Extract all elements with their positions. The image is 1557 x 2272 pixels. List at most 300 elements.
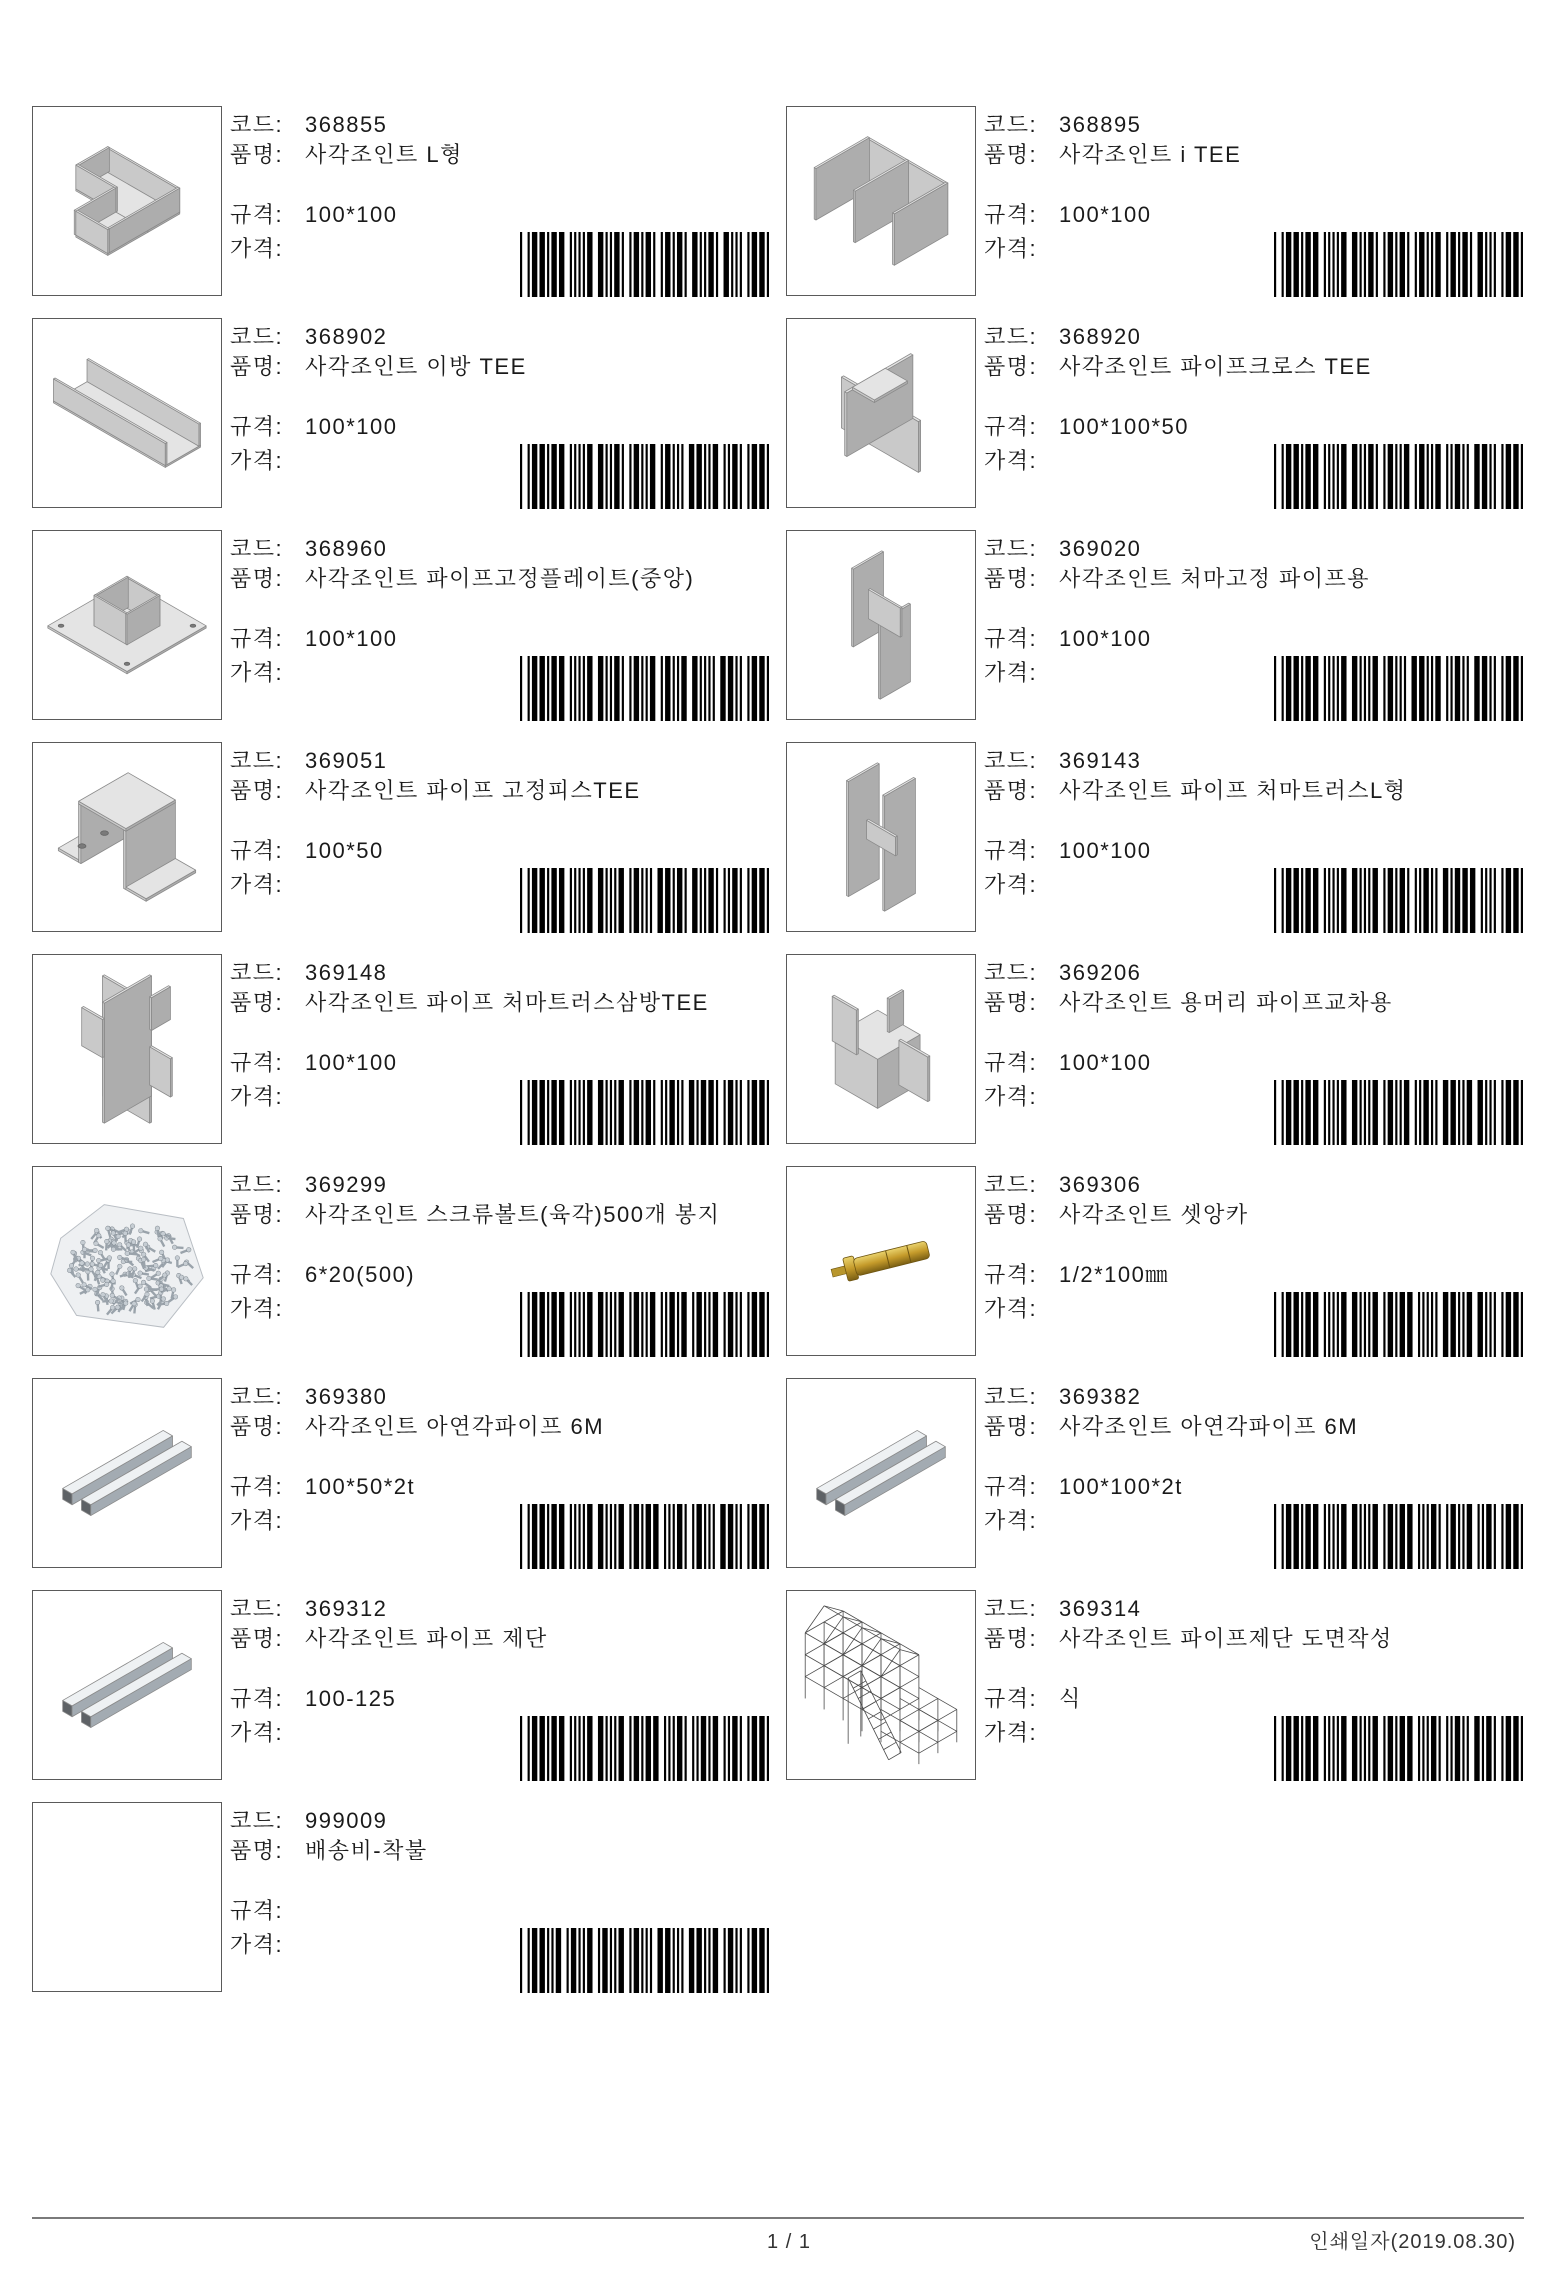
barcode-bar — [587, 444, 592, 509]
product-image — [786, 1590, 976, 1780]
barcode-bar — [646, 656, 648, 721]
barcode-bar — [664, 1716, 666, 1781]
barcode-bar — [1467, 1080, 1472, 1145]
name-line — [230, 778, 767, 804]
barcode-bar — [665, 1080, 667, 1145]
product-card — [32, 1590, 770, 1781]
barcode-bar — [1462, 1292, 1464, 1357]
barcode-bar — [728, 1292, 733, 1357]
barcode-bar — [559, 1716, 564, 1781]
barcode-bar — [713, 1716, 718, 1781]
product-image — [786, 530, 976, 720]
barcode-bar — [1489, 232, 1491, 297]
barcode-bar — [1373, 656, 1378, 721]
barcode-bar — [1418, 1504, 1420, 1569]
barcode-bar — [700, 868, 702, 933]
barcode-bar — [1274, 1080, 1276, 1145]
barcode-bar — [1400, 1292, 1405, 1357]
barcode-bar — [747, 1716, 749, 1781]
barcode-bar — [665, 444, 670, 509]
spec-label: 규격: — [230, 1262, 284, 1287]
barcode-bar — [696, 1080, 698, 1145]
code-line — [230, 536, 387, 562]
product-image — [786, 1166, 976, 1356]
barcode-bar — [587, 1716, 592, 1781]
spec-label: 규격: — [984, 626, 1038, 651]
barcode-bar — [1450, 444, 1452, 509]
barcode-bar — [1407, 232, 1409, 297]
spec-label: 규격: — [230, 414, 284, 439]
square-pipes-icon — [787, 1379, 975, 1567]
barcode-bar — [713, 1292, 718, 1357]
barcode-bar — [767, 1504, 769, 1569]
barcode-bar — [708, 868, 713, 933]
barcode-bar — [559, 232, 564, 297]
barcode-bar — [1422, 1292, 1424, 1357]
barcode-bar — [610, 868, 612, 933]
i-tee-icon — [787, 107, 975, 295]
barcode-bar — [1364, 232, 1366, 297]
product-image — [786, 742, 976, 932]
barcode-bar — [1388, 1716, 1393, 1781]
barcode-bar — [1478, 1292, 1483, 1357]
barcode-bar — [747, 232, 749, 297]
barcode-bar — [1419, 232, 1424, 297]
name-line — [230, 990, 767, 1016]
barcode-bar — [1324, 1292, 1326, 1357]
barcode-bar — [629, 232, 631, 297]
barcode-bar — [673, 444, 675, 509]
barcode-bar — [614, 868, 616, 933]
barcode-bar — [759, 232, 764, 297]
barcode-bar — [598, 444, 603, 509]
barcode-bar — [532, 1292, 537, 1357]
product-card — [786, 1166, 1524, 1357]
barcode-bar — [1467, 656, 1469, 721]
barcode-bar — [1282, 232, 1284, 297]
barcode-bar — [587, 1928, 592, 1993]
barcode-bar — [650, 1928, 652, 1993]
barcode-bar — [740, 1080, 742, 1145]
barcode-bar — [1341, 444, 1346, 509]
l-joint-icon — [33, 107, 221, 295]
barcode-bar — [1506, 1080, 1511, 1145]
barcode-bar — [735, 1292, 737, 1357]
barcode-bar — [696, 444, 701, 509]
barcode-bar — [1439, 1716, 1441, 1781]
barcode-bar — [650, 444, 655, 509]
barcode-bar — [1474, 1716, 1479, 1781]
product-card — [32, 318, 770, 509]
barcode-bar — [740, 1292, 742, 1357]
barcode-bar — [622, 656, 624, 721]
barcode-bar — [752, 1716, 757, 1781]
barcode-bar — [1462, 1716, 1464, 1781]
barcode-bar — [767, 1716, 769, 1781]
spec-value: 100-125 — [305, 1686, 397, 1711]
price-line — [230, 660, 305, 686]
barcode-bar — [685, 1716, 687, 1781]
barcode-bar — [1467, 444, 1469, 509]
barcode-bar — [1282, 868, 1284, 933]
code-line — [984, 112, 1141, 138]
barcode-bar — [646, 1080, 651, 1145]
barcode-bar — [1305, 1716, 1310, 1781]
barcode-bar — [735, 1080, 737, 1145]
barcode-bar — [752, 868, 757, 933]
code-line — [230, 1172, 387, 1198]
barcode-bar — [677, 656, 679, 721]
barcode-bar — [752, 656, 757, 721]
barcode-bar — [661, 656, 663, 721]
product-card — [32, 742, 770, 933]
price-line — [984, 1296, 1059, 1322]
barcode-bar — [724, 232, 729, 297]
barcode-bar — [532, 868, 537, 933]
barcode-bar — [1360, 1080, 1362, 1145]
barcode-bar — [1360, 656, 1362, 721]
barcode-bar — [1373, 1504, 1378, 1569]
barcode-bar — [1400, 1504, 1405, 1569]
barcode-bar — [606, 232, 608, 297]
price-label: 가격: — [230, 1296, 284, 1321]
barcode-bar — [551, 1716, 556, 1781]
barcode-bar — [677, 444, 679, 509]
barcode-bar — [1431, 656, 1433, 721]
barcode-bar — [559, 1080, 564, 1145]
barcode-bar — [1274, 1716, 1276, 1781]
barcode-bar — [1494, 1504, 1496, 1569]
barcode-bar — [1293, 232, 1298, 297]
barcode-bar — [598, 1080, 603, 1145]
barcode — [1274, 1504, 1523, 1569]
spec-value: 1/2*100㎜ — [1059, 1262, 1169, 1287]
barcode-bar — [1506, 444, 1511, 509]
barcode-bar — [1435, 868, 1437, 933]
barcode-bar — [1286, 232, 1291, 297]
barcode-bar — [614, 1504, 616, 1569]
code-line — [984, 748, 1141, 774]
barcode-bar — [1293, 1080, 1298, 1145]
barcode-bar — [1419, 656, 1424, 721]
barcode-bar — [547, 232, 549, 297]
name-line — [984, 1414, 1521, 1440]
name-value: 사각조인트 L형 — [305, 142, 463, 167]
product-card — [786, 742, 1524, 933]
barcode-bar — [752, 232, 757, 297]
barcode — [1274, 232, 1523, 297]
barcode — [1274, 1716, 1523, 1781]
print-date: 인쇄일자(2019.08.30) — [1309, 2231, 1516, 2253]
barcode-bar — [1383, 868, 1385, 933]
barcode-bar — [696, 1292, 701, 1357]
barcode-bar — [598, 868, 603, 933]
barcode-bar — [1364, 1716, 1366, 1781]
barcode-bar — [1485, 1080, 1487, 1145]
spec-line — [230, 1898, 305, 1924]
barcode-bar — [1439, 1504, 1441, 1569]
barcode-bar — [1337, 656, 1339, 721]
barcode-bar — [1419, 444, 1424, 509]
barcode-bar — [1521, 868, 1523, 933]
spec-label: 규격: — [230, 838, 284, 863]
name-label: 품명: — [230, 990, 284, 1015]
price-label: 가격: — [984, 660, 1038, 685]
barcode-bar — [570, 1504, 572, 1569]
barcode-bar — [747, 444, 749, 509]
barcode-bar — [1415, 444, 1417, 509]
product-card — [32, 530, 770, 721]
product-image — [32, 106, 222, 296]
barcode-bar — [532, 1080, 537, 1145]
barcode-bar — [701, 1716, 706, 1781]
barcode-bar — [759, 1928, 764, 1993]
name-line — [230, 1626, 767, 1652]
barcode-bar — [1521, 1504, 1523, 1569]
barcode — [520, 1080, 769, 1145]
barcode-bar — [1286, 656, 1291, 721]
barcode-bar — [1423, 868, 1428, 933]
barcode-bar — [1400, 868, 1405, 933]
barcode-bar — [570, 868, 572, 933]
barcode-bar — [661, 232, 663, 297]
name-label: 품명: — [230, 142, 284, 167]
barcode-bar — [1407, 1716, 1412, 1781]
name-label: 품명: — [984, 354, 1038, 379]
barcode-bar — [1427, 232, 1429, 297]
code-value: 369314 — [1059, 1596, 1142, 1621]
barcode-bar — [1407, 1504, 1412, 1569]
code-line — [230, 1384, 387, 1410]
code-value: 369382 — [1059, 1384, 1142, 1409]
code-value: 368960 — [305, 536, 388, 561]
barcode-bar — [610, 1716, 612, 1781]
barcode-bar — [1443, 1292, 1448, 1357]
barcode-bar — [606, 1504, 608, 1569]
barcode-bar — [752, 1928, 757, 1993]
barcode-bar — [689, 1080, 694, 1145]
barcode-bar — [1328, 1504, 1330, 1569]
barcode-bar — [1427, 444, 1429, 509]
barcode-bar — [747, 656, 749, 721]
spec-label: 규격: — [984, 1686, 1038, 1711]
barcode-bar — [528, 232, 530, 297]
barcode-bar — [1485, 868, 1487, 933]
barcode-bar — [1513, 1292, 1518, 1357]
barcode-bar — [1337, 1504, 1339, 1569]
barcode-bar — [1478, 1504, 1480, 1569]
barcode-bar — [532, 656, 537, 721]
barcode-bar — [1301, 1292, 1303, 1357]
barcode-bar — [665, 656, 670, 721]
screw-bag-icon — [33, 1167, 221, 1355]
barcode-bar — [1341, 1504, 1346, 1569]
barcode-bar — [708, 444, 710, 509]
barcode-bar — [650, 1292, 655, 1357]
barcode-bar — [629, 444, 631, 509]
name-value: 사각조인트 파이프 처마트러스삼방TEE — [305, 990, 709, 1015]
barcode-bar — [1446, 656, 1448, 721]
barcode-bar — [1313, 1504, 1318, 1569]
barcode-bar — [1364, 1292, 1366, 1357]
barcode-bar — [578, 1080, 580, 1145]
barcode-bar — [692, 656, 697, 721]
barcode-bar — [1450, 1716, 1452, 1781]
barcode-bar — [1458, 1292, 1460, 1357]
barcode-bar — [752, 1080, 757, 1145]
barcode-bar — [578, 868, 580, 933]
barcode-bar — [1328, 1080, 1330, 1145]
barcode-bar — [574, 868, 576, 933]
product-card — [786, 1590, 1524, 1781]
barcode-bar — [759, 444, 764, 509]
spec-value: 6*20(500) — [305, 1262, 416, 1287]
barcode-bar — [720, 656, 725, 721]
barcode-bar — [673, 1504, 675, 1569]
price-line — [230, 872, 305, 898]
barcode-bar — [570, 656, 572, 721]
product-card — [32, 106, 770, 297]
barcode-bar — [1400, 232, 1405, 297]
barcode-bar — [653, 1716, 658, 1781]
barcode — [520, 232, 769, 297]
barcode-bar — [724, 1716, 726, 1781]
barcode-bar — [1324, 1080, 1326, 1145]
name-label: 품명: — [230, 778, 284, 803]
spec-value: 100*50 — [305, 838, 384, 863]
barcode-bar — [629, 1504, 631, 1569]
code-label: 코드: — [230, 1596, 284, 1621]
barcode-bar — [528, 1504, 530, 1569]
barcode-bar — [1332, 656, 1334, 721]
product-card — [786, 954, 1524, 1145]
code-label: 코드: — [984, 748, 1038, 773]
barcode-bar — [1462, 1080, 1464, 1145]
barcode-bar — [1494, 1716, 1496, 1781]
barcode-bar — [578, 232, 580, 297]
barcode-bar — [759, 1080, 764, 1145]
spec-line — [984, 1474, 1183, 1500]
barcode-bar — [606, 1292, 608, 1357]
barcode-bar — [1286, 444, 1291, 509]
barcode-bar — [1328, 1716, 1330, 1781]
barcode-bar — [641, 868, 643, 933]
barcode-bar — [1501, 1080, 1503, 1145]
barcode-bar — [668, 1716, 670, 1781]
name-label: 품명: — [230, 354, 284, 379]
spec-line — [230, 1050, 397, 1076]
barcode-bar — [619, 1716, 624, 1781]
barcode-bar — [1352, 1080, 1357, 1145]
barcode-bar — [708, 1928, 710, 1993]
barcode-bar — [1274, 232, 1276, 297]
barcode-bar — [673, 232, 675, 297]
barcode-bar — [1313, 1716, 1318, 1781]
code-value: 369143 — [1059, 748, 1142, 773]
barcode-bar — [1431, 444, 1433, 509]
barcode-bar — [528, 868, 530, 933]
barcode-bar — [1427, 1716, 1429, 1781]
barcode-bar — [1301, 868, 1303, 933]
square-pipes-icon — [33, 1591, 221, 1779]
barcode-bar — [752, 444, 757, 509]
barcode-bar — [728, 1080, 733, 1145]
barcode-bar — [614, 232, 619, 297]
spec-value: 100*100*50 — [1059, 414, 1190, 439]
barcode-bar — [532, 1928, 537, 1993]
barcode-bar — [767, 656, 769, 721]
barcode-bar — [1328, 868, 1330, 933]
code-line — [230, 1596, 387, 1622]
barcode-bar — [665, 232, 670, 297]
product-card — [786, 318, 1524, 509]
barcode-bar — [551, 1928, 553, 1993]
product-image — [32, 1378, 222, 1568]
barcode-bar — [598, 656, 603, 721]
price-line — [984, 660, 1059, 686]
cross-vertical-icon — [33, 955, 221, 1143]
price-line — [984, 1720, 1059, 1746]
spec-label: 규격: — [230, 1898, 284, 1923]
barcode-bar — [1352, 1504, 1357, 1569]
code-label: 코드: — [984, 324, 1038, 349]
barcode-bar — [1274, 444, 1276, 509]
spec-label: 규격: — [984, 202, 1038, 227]
barcode-bar — [622, 444, 624, 509]
barcode-bar — [1383, 1292, 1385, 1357]
spec-value: 100*50*2t — [305, 1474, 416, 1499]
barcode-bar — [1485, 1292, 1487, 1357]
barcode-bar — [740, 868, 742, 933]
barcode — [1274, 656, 1523, 721]
spec-line — [230, 414, 397, 440]
barcode-bar — [1383, 1504, 1385, 1569]
barcode-bar — [574, 232, 576, 297]
barcode-bar — [1478, 1080, 1483, 1145]
barcode-bar — [1324, 1716, 1326, 1781]
barcode-bar — [547, 1080, 549, 1145]
barcode — [520, 1716, 769, 1781]
name-label: 품명: — [230, 1414, 284, 1439]
spec-label: 규격: — [230, 1050, 284, 1075]
price-line — [984, 236, 1059, 262]
price-label: 가격: — [230, 1508, 284, 1533]
name-value: 사각조인트 파이프 처마트러스L형 — [1059, 778, 1407, 803]
barcode-bar — [767, 1292, 769, 1357]
barcode-bar — [634, 1716, 639, 1781]
barcode-bar — [1274, 656, 1276, 721]
barcode-bar — [1458, 1080, 1460, 1145]
code-line — [984, 324, 1141, 350]
barcode-bar — [1328, 444, 1330, 509]
spec-label: 규격: — [230, 1474, 284, 1499]
barcode-bar — [1435, 1080, 1437, 1145]
barcode-bar — [1373, 868, 1378, 933]
barcode-bar — [547, 444, 549, 509]
barcode-bar — [1506, 656, 1511, 721]
barcode-bar — [1494, 1080, 1496, 1145]
barcode-bar — [614, 1080, 616, 1145]
spec-label: 규격: — [230, 1686, 284, 1711]
spec-line — [984, 414, 1189, 440]
code-label: 코드: — [230, 112, 284, 137]
barcode-bar — [1467, 1716, 1469, 1781]
barcode-bar — [1431, 868, 1433, 933]
barcode-bar — [661, 1080, 663, 1145]
barcode-bar — [650, 656, 655, 721]
barcode-bar — [1383, 656, 1385, 721]
spec-line — [230, 1686, 396, 1712]
